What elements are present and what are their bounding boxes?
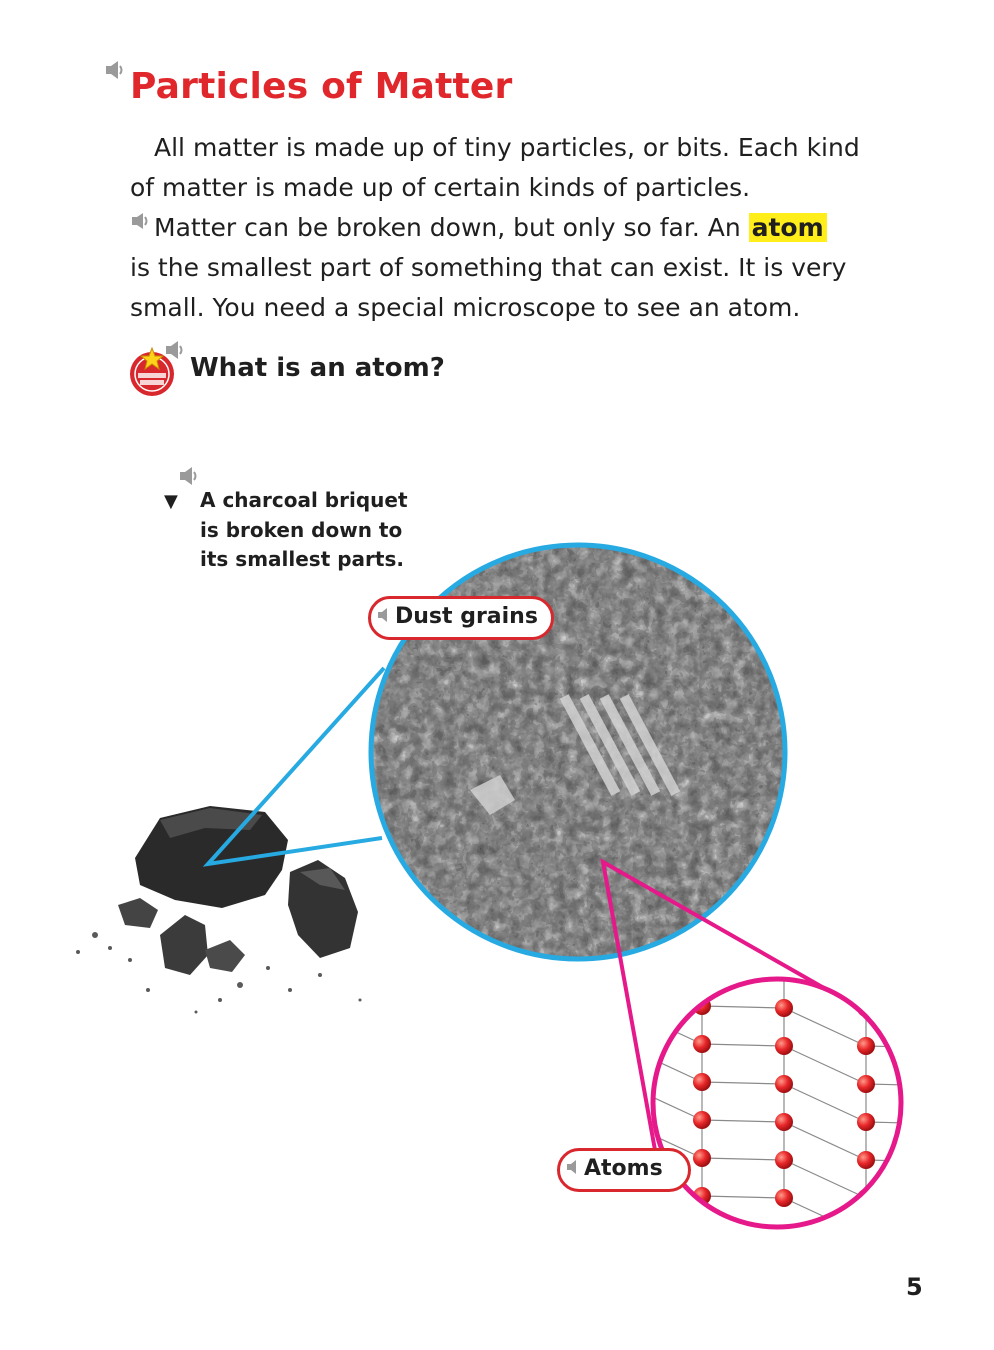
paragraph-1-line-1: All matter is made up of tiny particles, or bits. Each kind bbox=[154, 133, 860, 162]
atom-bond bbox=[948, 1010, 994, 1048]
atom bbox=[857, 923, 875, 941]
atom bbox=[529, 1147, 547, 1165]
atom bbox=[775, 847, 793, 865]
paragraph-2-line-2: is the smallest part of something that can exist. It is very bbox=[130, 253, 847, 282]
atom bbox=[939, 849, 957, 867]
atom-bond bbox=[948, 858, 994, 896]
atom bbox=[611, 1073, 629, 1091]
atom-bond bbox=[702, 930, 784, 932]
atom bbox=[939, 1001, 957, 1019]
atom bbox=[939, 925, 957, 943]
atom-bond bbox=[538, 1080, 620, 1082]
atom-bond bbox=[948, 934, 994, 972]
atom-bond bbox=[866, 932, 948, 934]
atom bbox=[775, 999, 793, 1017]
atom-bond bbox=[948, 896, 994, 934]
atom bbox=[529, 1033, 547, 1051]
atom-bond bbox=[948, 1162, 994, 1200]
atom-bond bbox=[948, 972, 994, 1010]
atom bbox=[857, 847, 875, 865]
atom bbox=[775, 1189, 793, 1207]
atom bbox=[775, 1075, 793, 1093]
charcoal-briquet bbox=[76, 806, 362, 1014]
atom bbox=[693, 1111, 711, 1129]
atom-bond bbox=[866, 1008, 948, 1010]
atom bbox=[693, 959, 711, 977]
atom-bond bbox=[784, 894, 866, 932]
dust-grains-label[interactable] bbox=[368, 596, 554, 640]
atom bbox=[775, 923, 793, 941]
atom bbox=[857, 885, 875, 903]
atom bbox=[857, 1075, 875, 1093]
atom-bond bbox=[702, 968, 784, 970]
atom bbox=[857, 1151, 875, 1169]
atoms-label[interactable] bbox=[557, 1148, 691, 1192]
atom bbox=[857, 1227, 875, 1245]
caption-line-2: is broken down to bbox=[200, 518, 403, 542]
atom-bond bbox=[538, 1004, 620, 1006]
atom bbox=[857, 961, 875, 979]
label-speaker-icon[interactable] bbox=[378, 608, 390, 622]
atom-bond bbox=[784, 856, 866, 894]
atom bbox=[775, 885, 793, 903]
atom bbox=[939, 1229, 957, 1247]
atom bbox=[939, 1191, 957, 1209]
caption-line-3: its smallest parts. bbox=[200, 547, 404, 571]
atom bbox=[529, 1071, 547, 1089]
atom bbox=[939, 1039, 957, 1057]
atom bbox=[611, 1035, 629, 1053]
atom-bond bbox=[948, 1200, 994, 1238]
atom-bond bbox=[866, 970, 948, 972]
atom-bond bbox=[866, 1198, 948, 1200]
dust-grains-label-text: Dust grains bbox=[395, 604, 538, 629]
atom bbox=[775, 1037, 793, 1055]
atom bbox=[939, 887, 957, 905]
zoom-line-1 bbox=[208, 668, 384, 864]
atoms-label-text: Atoms bbox=[584, 1156, 663, 1181]
question-text: What is an atom? bbox=[190, 353, 445, 383]
atom-bond bbox=[866, 856, 948, 858]
vocab-atom-highlight[interactable]: atom bbox=[749, 213, 827, 242]
atom bbox=[529, 995, 547, 1013]
atom-bond bbox=[948, 1048, 994, 1086]
paragraph-2-line-1: Matter can be broken down, but only so far. An bbox=[154, 213, 749, 242]
atom-bond bbox=[866, 894, 948, 896]
atom bbox=[939, 1115, 957, 1133]
atom bbox=[693, 1149, 711, 1167]
atom bbox=[775, 1113, 793, 1131]
atom-bond bbox=[866, 1236, 948, 1238]
atom-bond bbox=[620, 968, 702, 1006]
page-number: 5 bbox=[906, 1273, 923, 1301]
atom bbox=[939, 963, 957, 981]
paragraph-2-line-3: small. You need a special microscope to see an atom. bbox=[130, 293, 801, 322]
atom bbox=[529, 1109, 547, 1127]
atom bbox=[857, 1037, 875, 1055]
atom-bond bbox=[948, 1238, 994, 1276]
paragraph-1-line-2: of matter is made up of certain kinds of particles. bbox=[130, 173, 751, 202]
atom-bond bbox=[784, 818, 866, 856]
caption-line-1: A charcoal briquet bbox=[200, 488, 408, 512]
atom-bond bbox=[538, 966, 620, 968]
page-title: Particles of Matter bbox=[130, 66, 513, 107]
atom bbox=[775, 1151, 793, 1169]
atom bbox=[939, 1153, 957, 1171]
atom bbox=[693, 1073, 711, 1091]
atom bbox=[939, 1077, 957, 1095]
atom-bond bbox=[948, 1086, 994, 1124]
down-triangle-icon: ▼ bbox=[164, 491, 178, 512]
atom-bond bbox=[538, 1118, 620, 1120]
atom bbox=[857, 1113, 875, 1131]
atom bbox=[529, 957, 547, 975]
atom-bond bbox=[784, 932, 866, 970]
atom bbox=[611, 1111, 629, 1129]
atom bbox=[693, 1035, 711, 1053]
label-speaker-icon[interactable] bbox=[567, 1160, 579, 1174]
atom-bond bbox=[948, 1124, 994, 1162]
atom-bond bbox=[538, 1042, 620, 1044]
